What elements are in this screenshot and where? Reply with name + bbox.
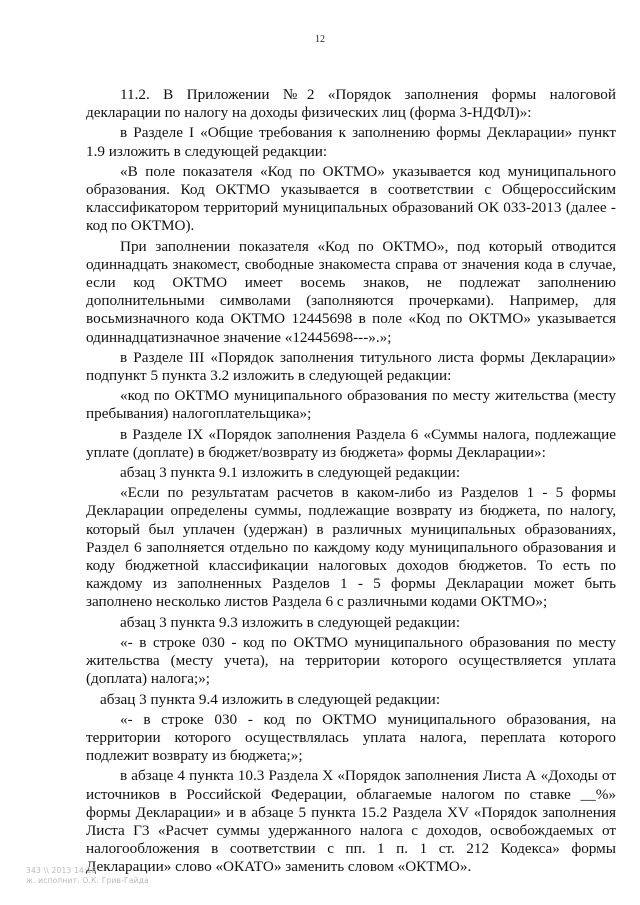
paragraph-section-3: в Разделе III «Порядок заполнения титульного листа формы Декларации» подпункт 5 пункта 3.2 изложить в следующей редакции:: [86, 348, 616, 385]
paragraph-item-9-3-text: «- в строке 030 - код по ОКТМО муниципального образования по месту жительства (месту учета), на территории которого осуществляется уплата (доплата) налога;»;: [86, 633, 616, 688]
paragraph-section-10-15: в абзаце 4 пункта 10.3 Раздела X «Порядок заполнения Листа А «Доходы от источников в Российской Федерации, облагаемые налогом по ставке __%» формы Декларации» и в абзаце 5 пункта 15.2 Раздела XV «Порядок заполнения Листа Г3 «Расчет суммы удержанного налога с доходов, освобождаемых от налогообложения в соответствии с пп. 1 п. 1 ст. 212 Кодекса» формы Декларации» слово «ОКАТО» заменить словом «ОКТМО».: [86, 767, 616, 876]
page-number: 12: [315, 34, 325, 45]
footer-stamp: [26, 866, 149, 886]
paragraph-item-9-4-heading: абзац 3 пункта 9.4 изложить в следующей редакции:: [100, 690, 441, 708]
paragraph-item-9-1-text: «Если по результатам расчетов в каком-либо из Разделов 1 - 5 формы Декларации определены суммы, подлежащие возврату из бюджета, по налогу, который был уплачен (удержан) в различных муниципальных образованиях, Раздел 6 заполняется отдельно по каждому коду муниципального образования и коду бюджетной классификации налоговых доходов бюджетов. То есть по каждому из заполненных Разделов 1 - 5 формы Декларации может быть заполнено несколько листов Раздела 6 с различными кодами ОКТМО»;: [86, 484, 616, 611]
footer-line-2: ж. исполнит. О.К. Грив-Гайда: [26, 876, 149, 885]
paragraph-item-9-1-heading: абзац 3 пункта 9.1 изложить в следующей редакции:: [120, 464, 461, 482]
paragraph-section-3-text: «код по ОКТМО муниципального образования по месту жительства (месту пребывания) налогоплательщика»;: [86, 387, 616, 423]
paragraph-item-9-4-text: «- в строке 030 - код по ОКТМО муниципального образования, на территории которого осуществлялась уплата налога, переплата которого подлежит возврату из бюджета;»;: [86, 710, 616, 765]
paragraph-section-1: в Разделе I «Общие требования к заполнению формы Декларации» пункт 1.9 изложить в следующей редакции:: [86, 124, 616, 160]
paragraph-11-2-intro: 11.2. В Приложении №2 «Порядок заполнения формы налоговой декларации по налогу на доходы физических лиц (форма 3-НДФЛ)»:: [86, 86, 616, 122]
paragraph-section-9: в Разделе IX «Порядок заполнения Раздела 6 «Суммы налога, подлежащие уплате (доплате) в бюджет/возврату из бюджета» формы Декларации»:: [86, 425, 616, 461]
paragraph-item-9-3-heading: абзац 3 пункта 9.3 изложить в следующей редакции:: [120, 613, 461, 631]
paragraph-oktmo-filling: При заполнении показателя «Код по ОКТМО», под который отводится одиннадцать знакомест, свободные знакоместа справа от значения кода в случае, если код ОКТМО имеет восемь знаков, не подлежат заполнению дополнительными символами (заполняются прочерками). Например, для восьмизначного кода ОКТМО 12445698 в поле «Код по ОКТМО» указывается одиннадцатизначное значение «12445698---».»;: [86, 237, 616, 346]
footer-line-1: 343 \\ 2013 14:18: [26, 866, 97, 875]
paragraph-oktmo-definition: «В поле показателя «Код по ОКТМО» указывается код муниципального образования. Код ОКТМО указывается в соответствии с Общероссийским классификатором территорий муниципальных образований ОК 033-2013 (далее - код по ОКТМО).: [86, 162, 616, 235]
document-body: [86, 86, 616, 879]
